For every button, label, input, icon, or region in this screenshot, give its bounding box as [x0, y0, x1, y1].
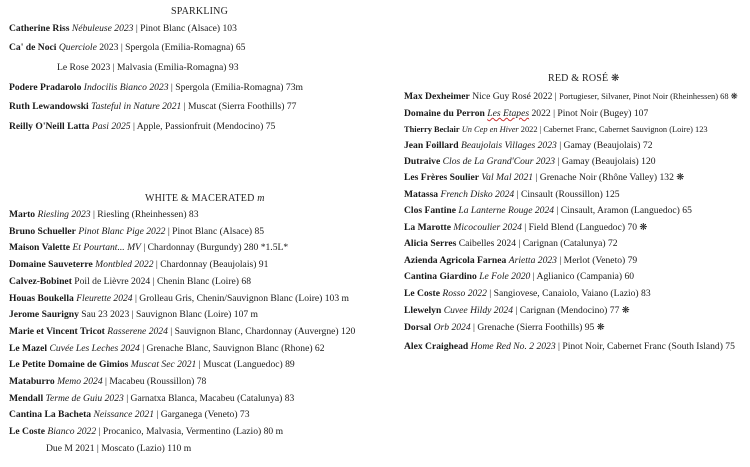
wine-line: Ruth Lewandowski Tasteful in Nature 2021 | Muscat (Sierra Foothills) 77: [9, 101, 297, 112]
section-heading-red: RED & ROSÉ ❋: [548, 73, 620, 84]
wine-line: Due M 2021 | Moscato (Lazio) 110 m: [46, 443, 192, 454]
wine-line: Mataburro Memo 2024 | Macabeu (Roussillon) 78: [9, 376, 207, 387]
wine-line: Domaine Sauveterre Montbled 2022 | Chardonnay (Beaujolais) 91: [9, 259, 269, 270]
wine-line: Marie et Vincent Tricot Rasserene 2024 | Sauvignon Blanc, Chardonnay (Auvergne) 120: [9, 326, 356, 337]
wine-line: Cantina Giardino Le Fole 2020 | Aglianico (Campania) 60: [404, 271, 635, 282]
wine-line: Le Rose 2023 | Malvasia (Emilia-Romagna) 93: [57, 62, 239, 73]
wine-line: Bruno Schueller Pinot Blanc Pige 2022 | Pinot Blanc (Alsace) 85: [9, 226, 265, 237]
wine-line: Mendall Terme de Guiu 2023 | Garnatxa Blanca, Macabeu (Catalunya) 83: [9, 393, 295, 404]
wine-line: Jean Foillard Beaujolais Villages 2023 | Gamay (Beaujolais) 72: [404, 140, 653, 151]
wine-line: Alex Craighead Home Red No. 2 2023 | Pinot Noir, Cabernet Franc (South Island) 75: [404, 341, 735, 352]
wine-line: Marto Riesling 2023 | Riesling (Rheinhessen) 83: [9, 209, 199, 220]
wine-line: Alicia Serres Caibelles 2024 | Carignan (Catalunya) 72: [404, 238, 618, 249]
flower-icon: ❋: [611, 73, 620, 84]
wine-line: Le Coste Bianco 2022 | Procanico, Malvasia, Vermentino (Lazio) 80 m: [9, 426, 284, 437]
wine-line: Le Mazel Cuvée Les Leches 2024 | Grenache Blanc, Sauvignon Blanc (Rhone) 62: [9, 343, 325, 354]
wine-line: Ca' de Noci Querciole 2023 | Spergola (Emilia-Romagna) 65: [9, 42, 246, 53]
wine-line: La Marotte Micocoulier 2024 | Field Blend (Languedoc) 70 ❋: [404, 222, 648, 233]
wine-line: Llewelyn Cuvee Hildy 2024 | Carignan (Mendocino) 77 ❋: [404, 305, 630, 316]
wine-line: Cantina La Bacheta Neissance 2021 | Garganega (Veneto) 73: [9, 409, 250, 420]
wine-line: Houas Boukella Fleurette 2024 | Grolleau Gris, Chenin/Sauvignon Blanc (Loire) 103 m: [9, 293, 350, 304]
section-heading-white: WHITE & MACERATED m: [145, 193, 265, 204]
wine-line: Dorsal Orb 2024 | Grenache (Sierra Foothills) 95 ❋: [404, 322, 605, 333]
wine-line: Maison Valette Et Pourtant... MV | Chardonnay (Burgundy) 280 *1.5L*: [9, 242, 289, 253]
wine-line: Les Frères Soulier Val Mal 2021 | Grenache Noir (Rhône Valley) 132 ❋: [404, 172, 685, 183]
wine-line: Jerome Saurigny Sau 23 2023 | Sauvignon Blanc (Loire) 107 m: [9, 309, 259, 320]
section-heading-sparkling: SPARKLING: [171, 6, 229, 17]
wine-line: Dutraive Clos de La Grand'Cour 2023 | Gamay (Beaujolais) 120: [404, 156, 656, 167]
wine-line: Le Coste Rosso 2022 | Sangiovese, Canaiolo, Vaiano (Lazio) 83: [404, 288, 651, 299]
wine-line: Le Petite Domaine de Gimios Muscat Sec 2021 | Muscat (Languedoc) 89: [9, 359, 295, 370]
wine-line: Reilly O'Neill Latta Pasi 2025 | Apple, Passionfruit (Mendocino) 75: [9, 121, 276, 132]
wine-line: Catherine Riss Nébuleuse 2023 | Pinot Blanc (Alsace) 103: [9, 23, 237, 34]
wine-line: Max Dexheimer Nice Guy Rosé 2022 | Portugieser, Silvaner, Pinot Noir (Rheinhessen) 68 ❋: [404, 91, 738, 102]
wine-line: Thierry Beclair Un Cep en Hiver 2022 | Cabernet Franc, Cabernet Sauvignon (Loire) 123: [404, 125, 708, 134]
wine-line: Podere Pradarolo Indocilis Bianco 2023 | Spergola (Emilia-Romagna) 73m: [9, 82, 303, 93]
wine-line: Clos Fantine La Lanterne Rouge 2024 | Cinsault, Aramon (Languedoc) 65: [404, 205, 692, 216]
wine-line: Calvez-Bobinet Poil de Lièvre 2024 | Chenin Blanc (Loire) 68: [9, 276, 251, 287]
wine-line: Matassa French Disko 2024 | Cinsault (Roussillon) 125: [404, 189, 620, 200]
wine-line: Domaine du Perron Les Etapes 2022 | Pinot Noir (Bugey) 107: [404, 108, 649, 119]
wine-line: Azienda Agricola Farnea Arietta 2023 | Merlot (Veneto) 79: [404, 255, 638, 266]
